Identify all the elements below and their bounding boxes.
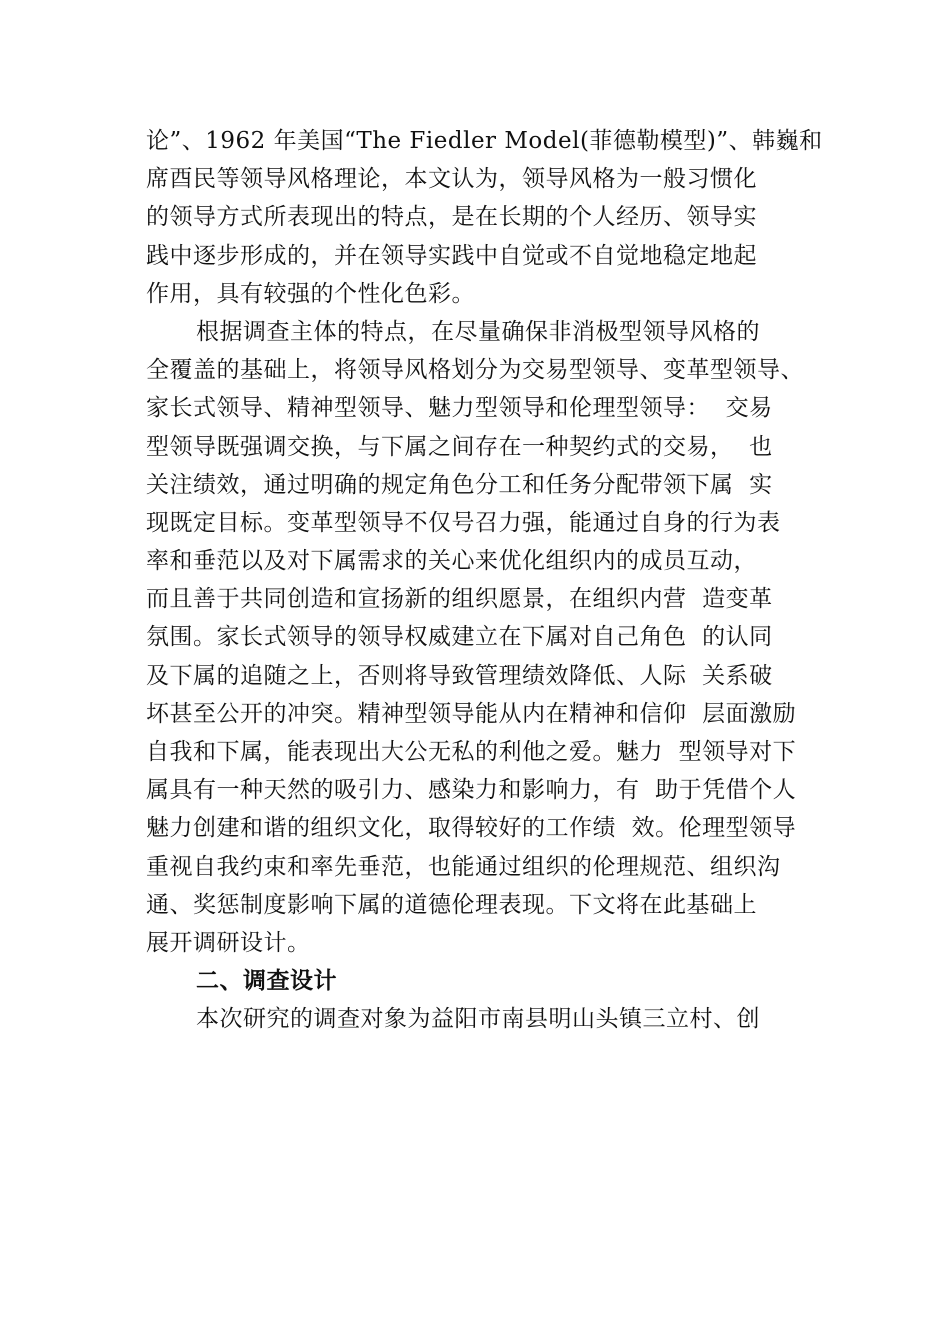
paragraph-1 bbox=[146, 122, 846, 313]
text-line: 的领导方式所表现出的特点，是在长期的个人经历、领导实 bbox=[146, 204, 757, 231]
paragraph-3 bbox=[146, 1000, 846, 1038]
section-heading: 二、调查设计 bbox=[196, 968, 337, 995]
paragraph-2 bbox=[146, 313, 846, 962]
text-line: 现既定目标。变革型领导不仅号召力强，能通过自身的行为表 bbox=[146, 509, 781, 536]
text-line: 率和垂范以及对下属需求的关心来优化组织内的成员互动， bbox=[146, 548, 757, 575]
body-text bbox=[146, 122, 846, 1039]
text-line: 家长式领导、精神型领导、魅力型领导和伦理型领导： 交易 bbox=[146, 395, 773, 422]
text-line: 氛围。家长式领导的领导权威建立在下属对自己角色 的认同 bbox=[146, 624, 773, 651]
text-line: 论”、1962 年美国“The Fiedler Model(菲德勒模型)”、韩巍和 bbox=[146, 128, 823, 154]
text-line: 通、奖惩制度影响下属的道德伦理表现。下文将在此基础上 bbox=[146, 891, 757, 918]
text-line: 及下属的追随之上，否则将导致管理绩效降低、人际 关系破 bbox=[146, 662, 773, 689]
text-line: 型领导既强调交换，与下属之间存在一种契约式的交易， 也 bbox=[146, 433, 773, 460]
text-line: 展开调研设计。 bbox=[146, 929, 311, 956]
text-line: 践中逐步形成的，并在领导实践中自觉或不自觉地稳定地起 bbox=[146, 242, 757, 269]
text-line: 属具有一种天然的吸引力、感染力和影响力，有 助于凭借个人 bbox=[146, 777, 797, 804]
text-line: 根据调查主体的特点，在尽量确保非消极型领导风格的 bbox=[196, 318, 760, 345]
text-line: 坏甚至公开的冲突。精神型领导能从内在精神和信仰 层面激励 bbox=[146, 700, 797, 727]
text-line: 关注绩效，通过明确的规定角色分工和任务分配带领下属 实 bbox=[146, 471, 773, 498]
text-line: 作用，具有较强的个性化色彩。 bbox=[146, 280, 475, 307]
text-line: 魅力创建和谐的组织文化，取得较好的工作绩 效。伦理型领导 bbox=[146, 815, 797, 842]
text-line: 本次研究的调查对象为益阳市南县明山头镇三立村、创 bbox=[196, 1006, 760, 1033]
text-line: 自我和下属，能表现出大公无私的利他之爱。魅力 型领导对下 bbox=[146, 739, 797, 765]
text-line: 而且善于共同创造和宣扬新的组织愿景，在组织内营 造变革 bbox=[146, 586, 773, 613]
text-line: 全覆盖的基础上，将领导风格划分为交易型领导、变革型领导、 bbox=[146, 357, 804, 384]
text-line: 重视自我约束和率先垂范，也能通过组织的伦理规范、组织沟 bbox=[146, 853, 781, 880]
text-line: 席酉民等领导风格理论，本文认为，领导风格为一般习惯化 bbox=[146, 166, 757, 193]
